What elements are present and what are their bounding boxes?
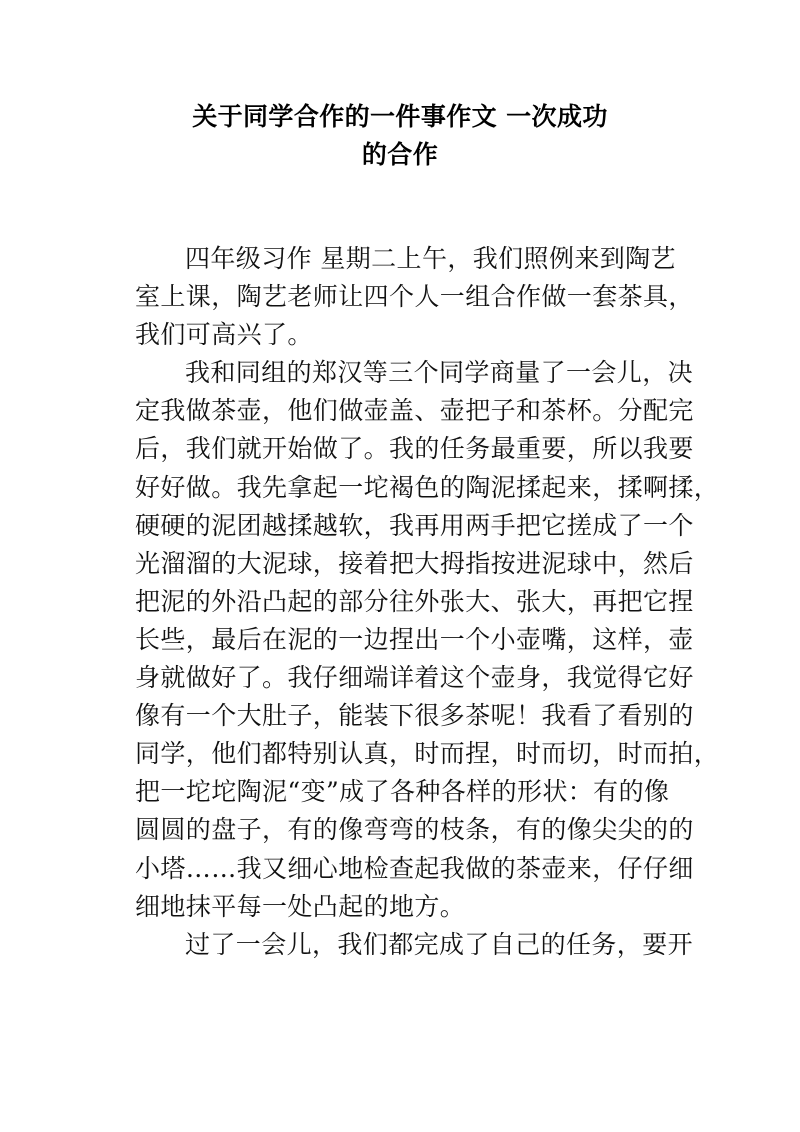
text-line: 同学，他们都特别认真，时而捏，时而切，时而拍，: [135, 739, 720, 769]
text-line: 小塔……我又细心地检查起我做的茶壶来，仔仔细: [135, 853, 694, 883]
paragraph-1: [135, 240, 694, 354]
text-line: 我和同组的郑汉等三个同学商量了一会儿，决: [185, 358, 694, 388]
text-line: 我们可高兴了。: [135, 320, 313, 350]
text-line: 细地抹平每一处凸起的地方。: [135, 891, 466, 921]
text-line: 长些，最后在泥的一边捏出一个小壶嘴，这样，壶: [135, 624, 694, 654]
text-line: 定我做茶壶，他们做壶盖、壶把子和茶杯。分配完: [135, 396, 694, 426]
paragraph-2: [135, 354, 720, 925]
text-line: 好好做。我先拿起一坨褐色的陶泥揉起来，揉啊揉，: [135, 472, 720, 502]
title-line: 关于同学合作的一件事作文 一次成功: [192, 102, 608, 131]
text-line: 把泥的外沿凸起的部分往外张大、张大，再把它捏: [135, 586, 694, 616]
text-line: 后，我们就开始做了。我的任务最重要，所以我要: [135, 434, 694, 464]
text-line: 把一坨坨陶泥“变”成了各种各样的形状：有的像: [135, 777, 670, 807]
text-line: 过了一会儿，我们都完成了自己的任务，要开: [185, 929, 694, 959]
paragraph-3: [135, 926, 694, 964]
text-line: 四年级习作 星期二上午，我们照例来到陶艺: [185, 244, 676, 273]
text-line: 光溜溜的大泥球，接着把大拇指按进泥球中，然后: [135, 548, 694, 578]
document-body: [135, 240, 720, 964]
title-line: 的合作: [361, 140, 439, 170]
text-line: 硬硬的泥团越揉越软，我再用两手把它搓成了一个: [135, 510, 694, 540]
text-line: 像有一个大肚子，能装下很多茶呢！我看了看别的: [135, 701, 694, 731]
text-line: 身就做好了。我仔细端详着这个壶身，我觉得它好: [135, 663, 694, 693]
text-line: 圆圆的盘子，有的像弯弯的枝条，有的像尖尖的的: [135, 815, 694, 845]
text-line: 室上课，陶艺老师让四个人一组合作做一套茶具，: [135, 282, 694, 312]
document-title: [120, 98, 680, 174]
